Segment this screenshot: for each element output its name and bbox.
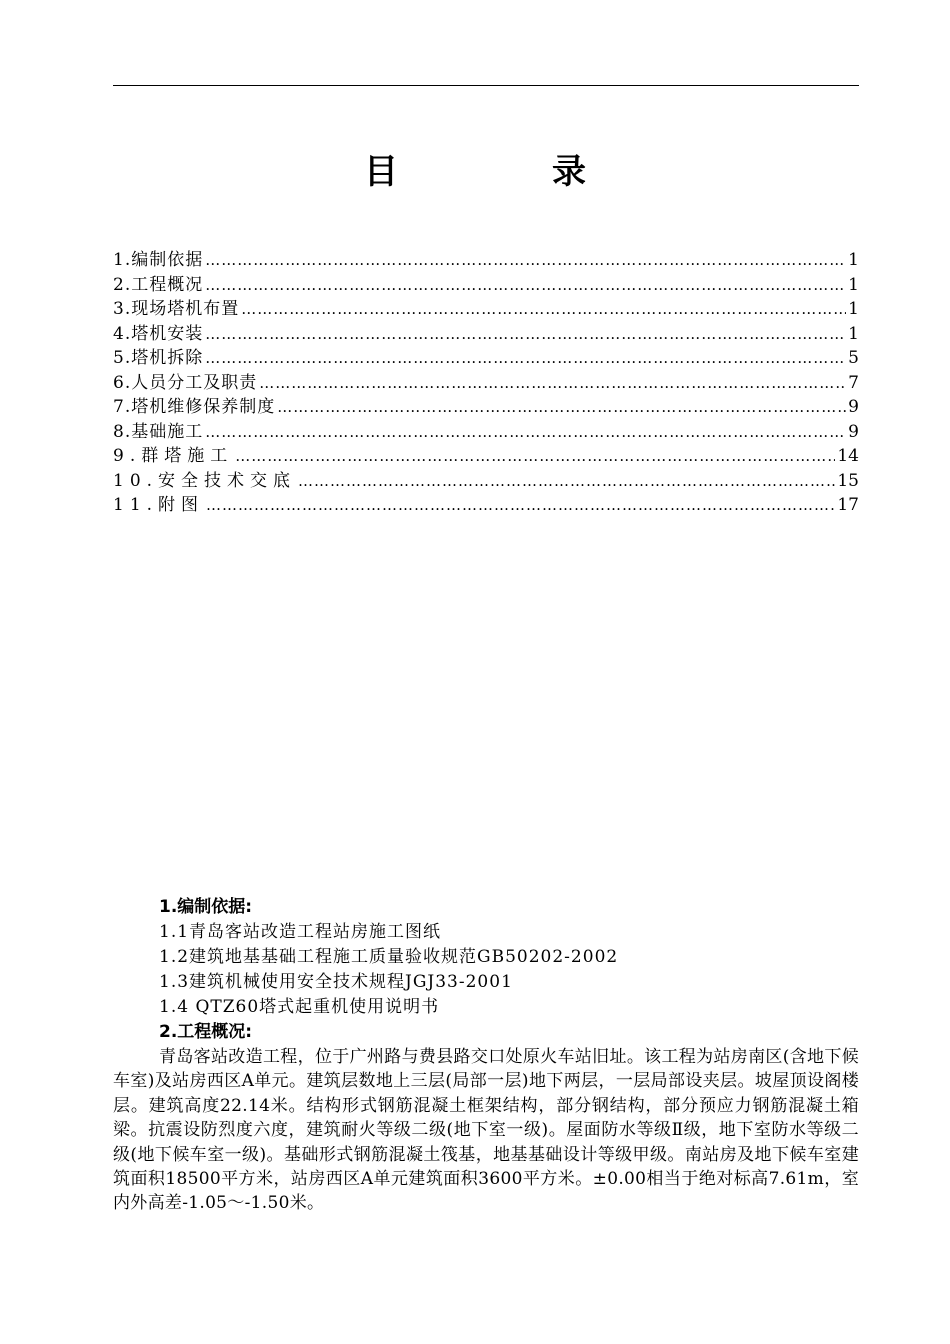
toc-entry-label: 3.现场塔机布置 <box>113 299 240 319</box>
toc-entry-label: 2.工程概况 <box>113 274 204 295</box>
toc-leader-dots <box>205 248 846 273</box>
toc-entry-label: 11.附图 <box>113 495 205 515</box>
toc-entry-label: 9.群塔施工 <box>113 446 234 466</box>
toc-entry-page: 17 <box>837 495 859 515</box>
toc-entry[interactable] <box>113 420 859 445</box>
toc-entry-page: 1 <box>848 250 859 270</box>
toc-entry-label: 1.编制依据 <box>113 250 204 270</box>
toc-entry[interactable] <box>113 444 859 469</box>
toc-entry-label: 5.塔机拆除 <box>113 348 204 368</box>
toc-entry-label: 4.塔机安装 <box>113 323 204 344</box>
toc-entry[interactable] <box>113 346 859 371</box>
toc-leader-dots <box>235 444 835 469</box>
toc-entry-page: 9 <box>848 397 859 417</box>
toc-title: 目 录 <box>364 152 646 192</box>
toc-entry-label: 8.基础施工 <box>113 421 204 442</box>
toc-entry[interactable] <box>113 248 859 273</box>
toc-entry-label: 10.安全技术交底 <box>113 470 297 491</box>
toc-leader-dots <box>205 346 846 371</box>
toc-leader-dots <box>205 420 846 445</box>
toc-entry[interactable] <box>113 297 859 322</box>
reference-item: 1.3建筑机械使用安全技术规程JGJ33-2001 <box>159 972 513 992</box>
toc-leader-dots <box>206 493 835 518</box>
reference-item: 1.4 QTZ60塔式起重机使用说明书 <box>159 997 440 1017</box>
toc-entry-label: 7.塔机维修保养制度 <box>113 397 276 417</box>
toc-entry-label: 6.人员分工及职责 <box>113 372 258 393</box>
section-heading: 1.编制依据: <box>159 897 253 917</box>
toc-entry[interactable] <box>113 273 859 298</box>
toc-entry-page: 5 <box>848 348 859 368</box>
toc-entry-page: 14 <box>837 446 859 466</box>
document-body <box>113 895 859 1216</box>
toc-leader-dots <box>205 273 846 298</box>
toc-leader-dots <box>277 395 846 420</box>
toc-entry[interactable] <box>113 395 859 420</box>
toc-entry-page: 9 <box>848 421 859 442</box>
table-of-contents <box>113 248 859 518</box>
toc-entry-page: 1 <box>848 274 859 295</box>
toc-entry[interactable] <box>113 322 859 347</box>
project-overview-paragraph: 青岛客站改造工程，位于广州路与费县路交口处原火车站旧址。该工程为站房南区(含地下候车室)及站房西区A单元。建筑层数地上三层(局部一层)地下两层，一层局部设夹层。坡屋顶设阁楼层。建筑高度22.14米。结构形式钢筋混凝土框架结构，部分钢结构，部分预应力钢筋混凝土箱梁。抗震设防烈度六度，建筑耐火等级二级(地下室一级)。屋面防水等级Ⅱ级，地下室防水等级二级(地下候车室一级)。基础形式钢筋混凝土筏基，地基基础设计等级甲级。南站房及地下候车室建筑面积18500平方米，站房西区A单元建筑面积3600平方米。±0.00相当于绝对标高7.61m，室内外高差-1.05～-1.50米。 <box>113 1047 859 1214</box>
toc-entry-page: 1 <box>848 299 859 319</box>
toc-entry[interactable] <box>113 493 859 518</box>
toc-leader-dots <box>298 469 835 494</box>
toc-entry-page: 15 <box>837 470 859 491</box>
reference-item: 1.1青岛客站改造工程站房施工图纸 <box>159 922 442 942</box>
toc-entry[interactable] <box>113 469 859 494</box>
toc-leader-dots <box>259 371 846 396</box>
toc-leader-dots <box>205 322 846 347</box>
toc-leader-dots <box>241 297 846 322</box>
toc-entry-page: 7 <box>848 372 859 393</box>
reference-item: 1.2建筑地基基础工程施工质量验收规范GB50202-2002 <box>159 947 619 967</box>
toc-entry[interactable] <box>113 371 859 396</box>
header-rule <box>113 85 859 86</box>
section-heading: 2.工程概况: <box>159 1022 253 1042</box>
toc-entry-page: 1 <box>848 323 859 344</box>
